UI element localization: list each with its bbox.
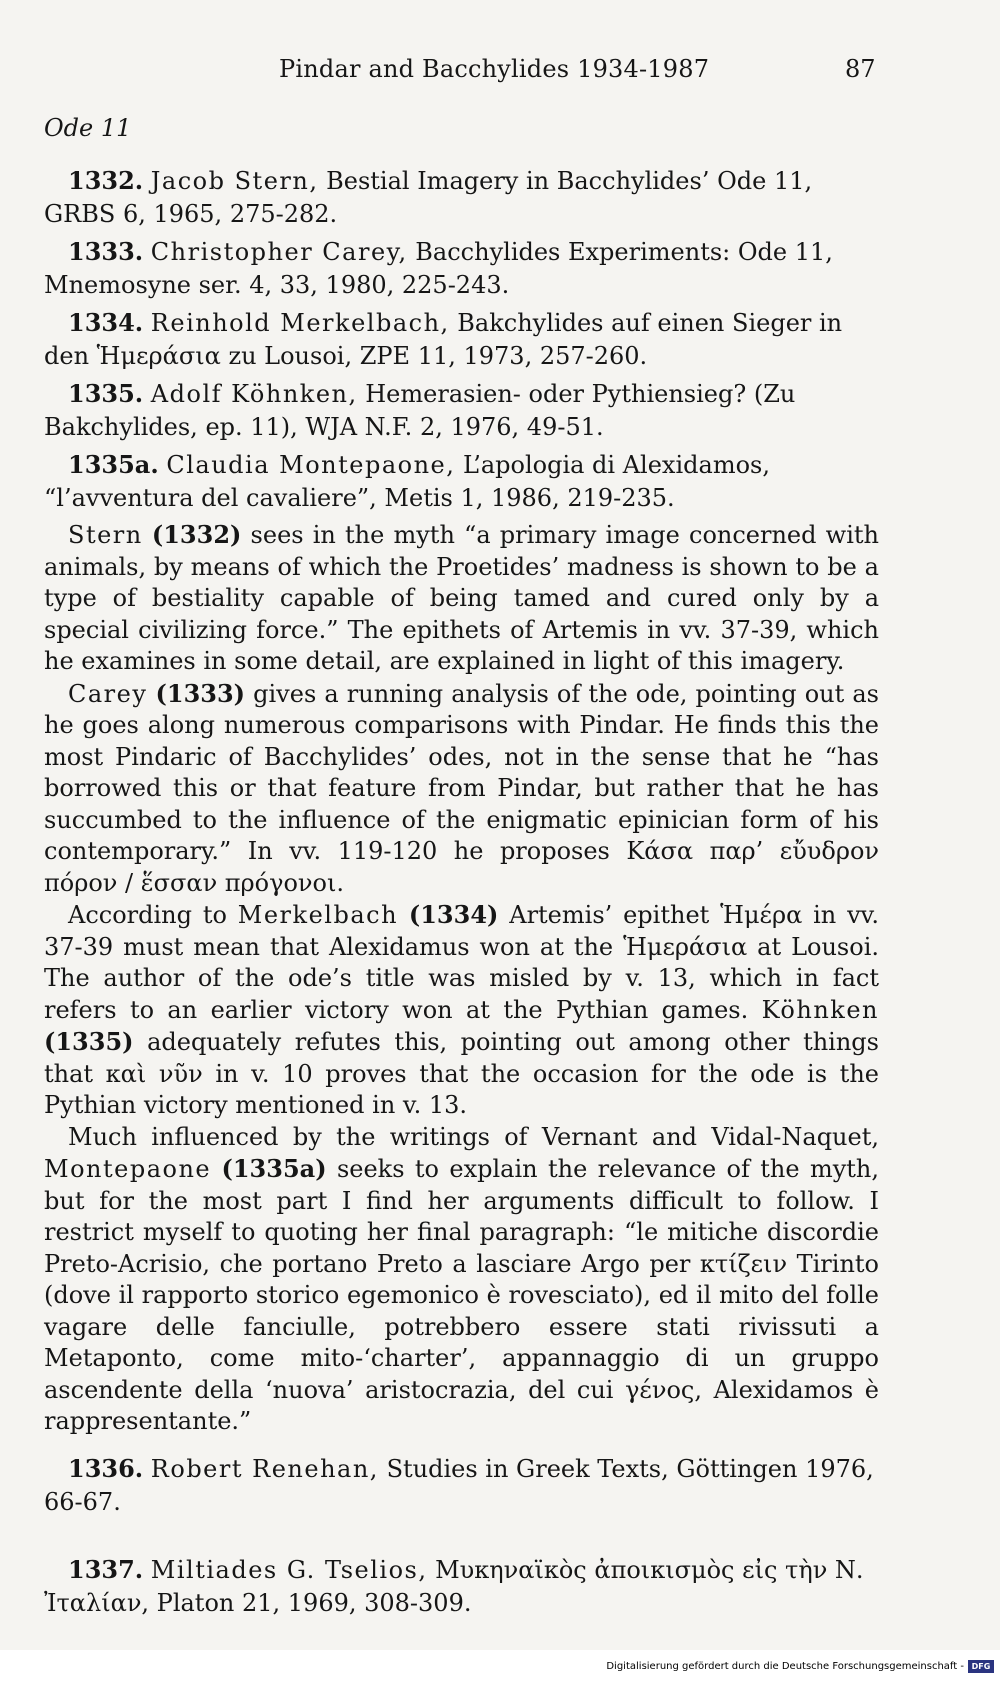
paragraph-lead: Much influenced by the writings of Vernant and Vidal-Naquet, bbox=[68, 1122, 879, 1151]
bibliography-entry-1335a bbox=[44, 448, 879, 515]
bibliography-entry-1332 bbox=[44, 164, 879, 231]
entry-number: 1335. bbox=[68, 379, 144, 408]
entry-number: 1333. bbox=[68, 237, 144, 266]
author-name: Köhnken bbox=[761, 995, 879, 1024]
discussion-paragraph-stern bbox=[44, 519, 879, 678]
entry-reference: (1335) bbox=[44, 1027, 134, 1056]
entry-number: 1332. bbox=[68, 166, 144, 195]
entry-author: Robert Renehan, bbox=[150, 1454, 379, 1483]
entry-author: Reinhold Merkelbach, bbox=[150, 309, 450, 337]
bibliography-entry-1334 bbox=[44, 306, 879, 373]
entry-reference: (1332) bbox=[151, 520, 242, 549]
author-name: Carey bbox=[68, 679, 148, 708]
bibliography-entry-1337 bbox=[44, 1553, 879, 1620]
paragraph-text: gives a running analysis of the ode, pointing out as he goes along numerous comparisons with Pindar. He finds this the most Pindaric of Bacchylides’ odes, not in the sense that he “has borrowed this or that feature from Pindar, but rather that he has succumbed to the influence of the enigmatic epinician form of his contemporary.” In vv. 119-120 he proposes Κάσα παρ’ εὔυδρον πόρον / ἕσσαν πρόγονοι. bbox=[44, 679, 879, 897]
running-title: Pindar and Bacchylides 1934-1987 bbox=[279, 55, 710, 83]
entry-text: Μυκηναϊκὸς ἀποικισμὸς εἰς τὴν Ν. Ἰταλίαν, Platon 21, 1969, 308-309. bbox=[44, 1555, 864, 1617]
entry-author: Miltiades G. Tselios, bbox=[150, 1555, 428, 1584]
discussion-paragraph-montepaone bbox=[44, 1122, 879, 1438]
author-name: Montepaone bbox=[44, 1155, 212, 1183]
author-name: Merkelbach bbox=[237, 901, 399, 929]
entry-text: L’apologia di Alexidamos, “l’avventura del cavaliere”, Metis 1, 1986, 219-235. bbox=[44, 451, 770, 512]
discussion-paragraph-merkelbach bbox=[44, 899, 879, 1122]
entry-number: 1336. bbox=[68, 1453, 144, 1483]
page-content bbox=[44, 114, 879, 1624]
funding-credit: Digitalisierung gefördert durch die Deutsche Forschungsgemeinschaft - bbox=[606, 1661, 964, 1672]
paragraph-text: Artemis’ epithet Ἡμέρα in vv. 37-39 must mean that Alexidamus won at the Ἡμεράσια at Lousoi. The author of the ode’s title was misled by v. 13, which in fact refers to an earlier victory won at the Pythian games. bbox=[44, 901, 879, 1024]
entry-author: Jacob Stern, bbox=[150, 167, 319, 195]
entry-reference: (1333) bbox=[155, 678, 246, 708]
entry-text: Studies in Greek Texts, Göttingen 1976, 66-67. bbox=[44, 1454, 874, 1516]
section-heading: Ode 11 bbox=[44, 114, 132, 142]
entry-author: Claudia Montepaone, bbox=[166, 451, 456, 479]
bibliography-entry-1335 bbox=[44, 377, 879, 444]
bibliography-entry-1336 bbox=[44, 1452, 879, 1519]
entry-number: 1335a. bbox=[68, 450, 159, 479]
paragraph-lead: According to bbox=[68, 901, 227, 929]
discussion-paragraph-carey bbox=[44, 678, 879, 900]
entry-number: 1337. bbox=[68, 1554, 144, 1584]
entry-text: Hemerasien- oder Pythiensieg? (Zu Bakchylides, ep. 11), WJA N.F. 2, 1976, 49-51. bbox=[44, 380, 796, 441]
page-header bbox=[0, 55, 1000, 91]
digitization-footer bbox=[0, 1650, 1000, 1683]
author-name: Stern bbox=[68, 521, 143, 549]
entry-reference: (1334) bbox=[408, 900, 499, 929]
dfg-logo: DFG bbox=[968, 1660, 994, 1673]
paragraph-text: seeks to explain the relevance of the myth, but for the most part I find her arguments difficult to follow. I restrict myself to quoting her final paragraph: “le mitiche discordie Preto-Acrisio, che portano Preto a lasciare Argo per κτίζειν Tirinto (dove il rapporto storico egemonico è rovesciato), ed il mito del folle vagare delle fanciulle, potrebbero essere stati rivissuti a Metaponto, come mito-‘charter’, appannaggio di un gruppo ascendente della ‘nuova’ aristocrazia, del cui γένος, Alexidamos è rappresentante.” bbox=[44, 1155, 879, 1435]
entry-number: 1334. bbox=[68, 308, 144, 337]
page-number: 87 bbox=[845, 55, 876, 83]
entry-text: Bestial Imagery in Bacchylides’ Ode 11, GRBS 6, 1965, 275-282. bbox=[44, 167, 813, 228]
bibliography-entry-1333 bbox=[44, 235, 879, 302]
paragraph-text: sees in the myth “a primary image concerned with animals, by means of which the Proetides’ madness is shown to be a type of bestiality capable of being tamed and cured only by a special civilizing force.” The epithets of Artemis in vv. 37-39, which he examines in some detail, are explained in light of this imagery. bbox=[44, 521, 879, 675]
entry-author: Adolf Köhnken, bbox=[150, 380, 358, 408]
entry-text: Bakchylides auf einen Sieger in den Ἡμεράσια zu Lousoi, ZPE 11, 1973, 257-260. bbox=[44, 309, 843, 370]
entry-reference: (1335a) bbox=[221, 1154, 327, 1183]
entry-author: Christopher Carey, bbox=[150, 238, 408, 266]
entry-text: Bacchylides Experiments: Ode 11, Mnemosyne ser. 4, 33, 1980, 225-243. bbox=[44, 238, 833, 299]
paragraph-text: adequately refutes this, pointing out among other things that καὶ νῦν in v. 10 proves that the occasion for the ode is the Pythian victory mentioned in v. 13. bbox=[44, 1028, 879, 1119]
